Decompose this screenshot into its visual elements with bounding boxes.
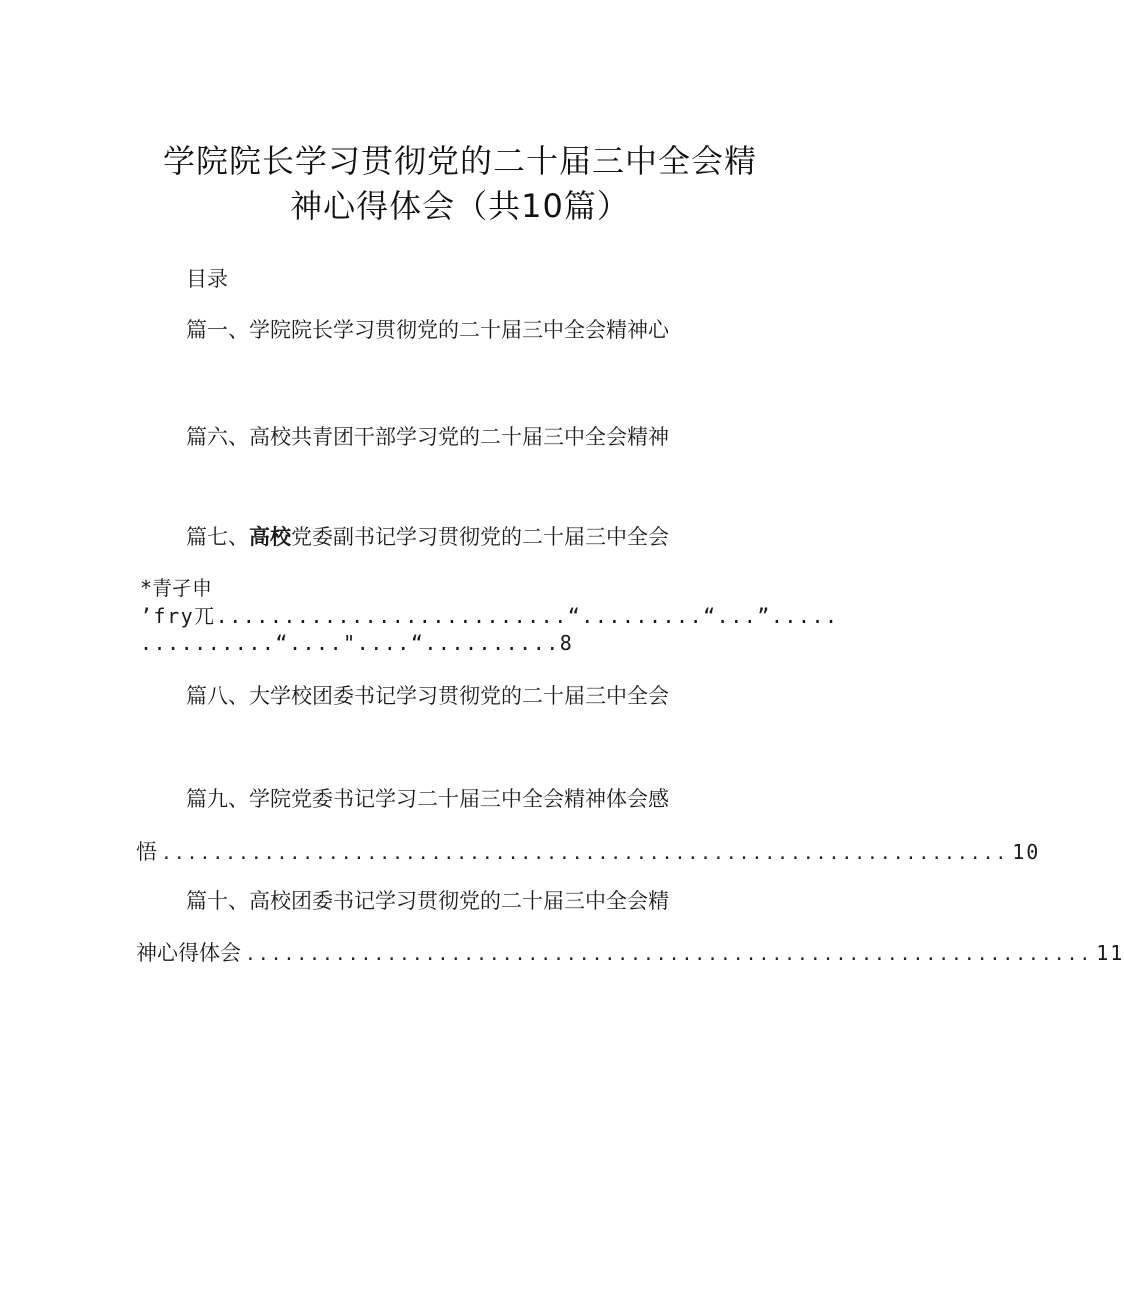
toc-entry-10[interactable]: 篇十、高校团委书记学习贯彻党的二十届三中全会精	[186, 889, 669, 913]
toc-page-number: 10	[1012, 840, 1041, 864]
toc-entry-10-continuation[interactable]	[136, 937, 1124, 967]
toc-entry-6[interactable]: 篇六、高校共青团干部学习党的二十届三中全会精神	[186, 425, 669, 449]
toc-entry-9[interactable]: 篇九、学院党委书记学习二十届三中全会精神体会感	[186, 787, 669, 811]
document-title-line-1: 学院院长学习贯彻党的二十届三中全会精	[162, 142, 757, 180]
toc-leader-dots: ..................................................................	[161, 843, 1009, 864]
toc-entry-7-bold: 高校	[249, 525, 291, 549]
document-title-line-2: 神心得体会（共10篇）	[290, 187, 630, 225]
toc-entry-7-prefix: 篇七、	[186, 525, 249, 549]
toc-entry-7-garbled-1: *青孑申	[140, 576, 213, 600]
toc-entry-8[interactable]: 篇八、大学校团委书记学习贯彻党的二十届三中全会	[186, 684, 669, 708]
toc-entry-7[interactable]	[186, 521, 669, 551]
toc-entry-7-garbled-2: ’fry兀..........................“.........“...”.....	[140, 604, 839, 628]
toc-entry-9-continuation[interactable]	[136, 836, 1041, 866]
toc-entry-7-garbled-3: ..........“...."....“..........8	[140, 631, 574, 655]
toc-entry-7-rest: 党委副书记学习贯彻党的二十届三中全会	[291, 525, 669, 549]
toc-leader-dots: ..................................................................	[245, 944, 1093, 965]
toc-entry-1[interactable]: 篇一、学院院长学习贯彻党的二十届三中全会精神心	[186, 318, 669, 342]
toc-entry-10-tail: 神心得体会	[136, 941, 241, 965]
toc-page-number: 11	[1096, 941, 1124, 965]
toc-heading: 目录	[186, 267, 228, 291]
toc-entry-9-tail: 悟	[136, 840, 157, 864]
